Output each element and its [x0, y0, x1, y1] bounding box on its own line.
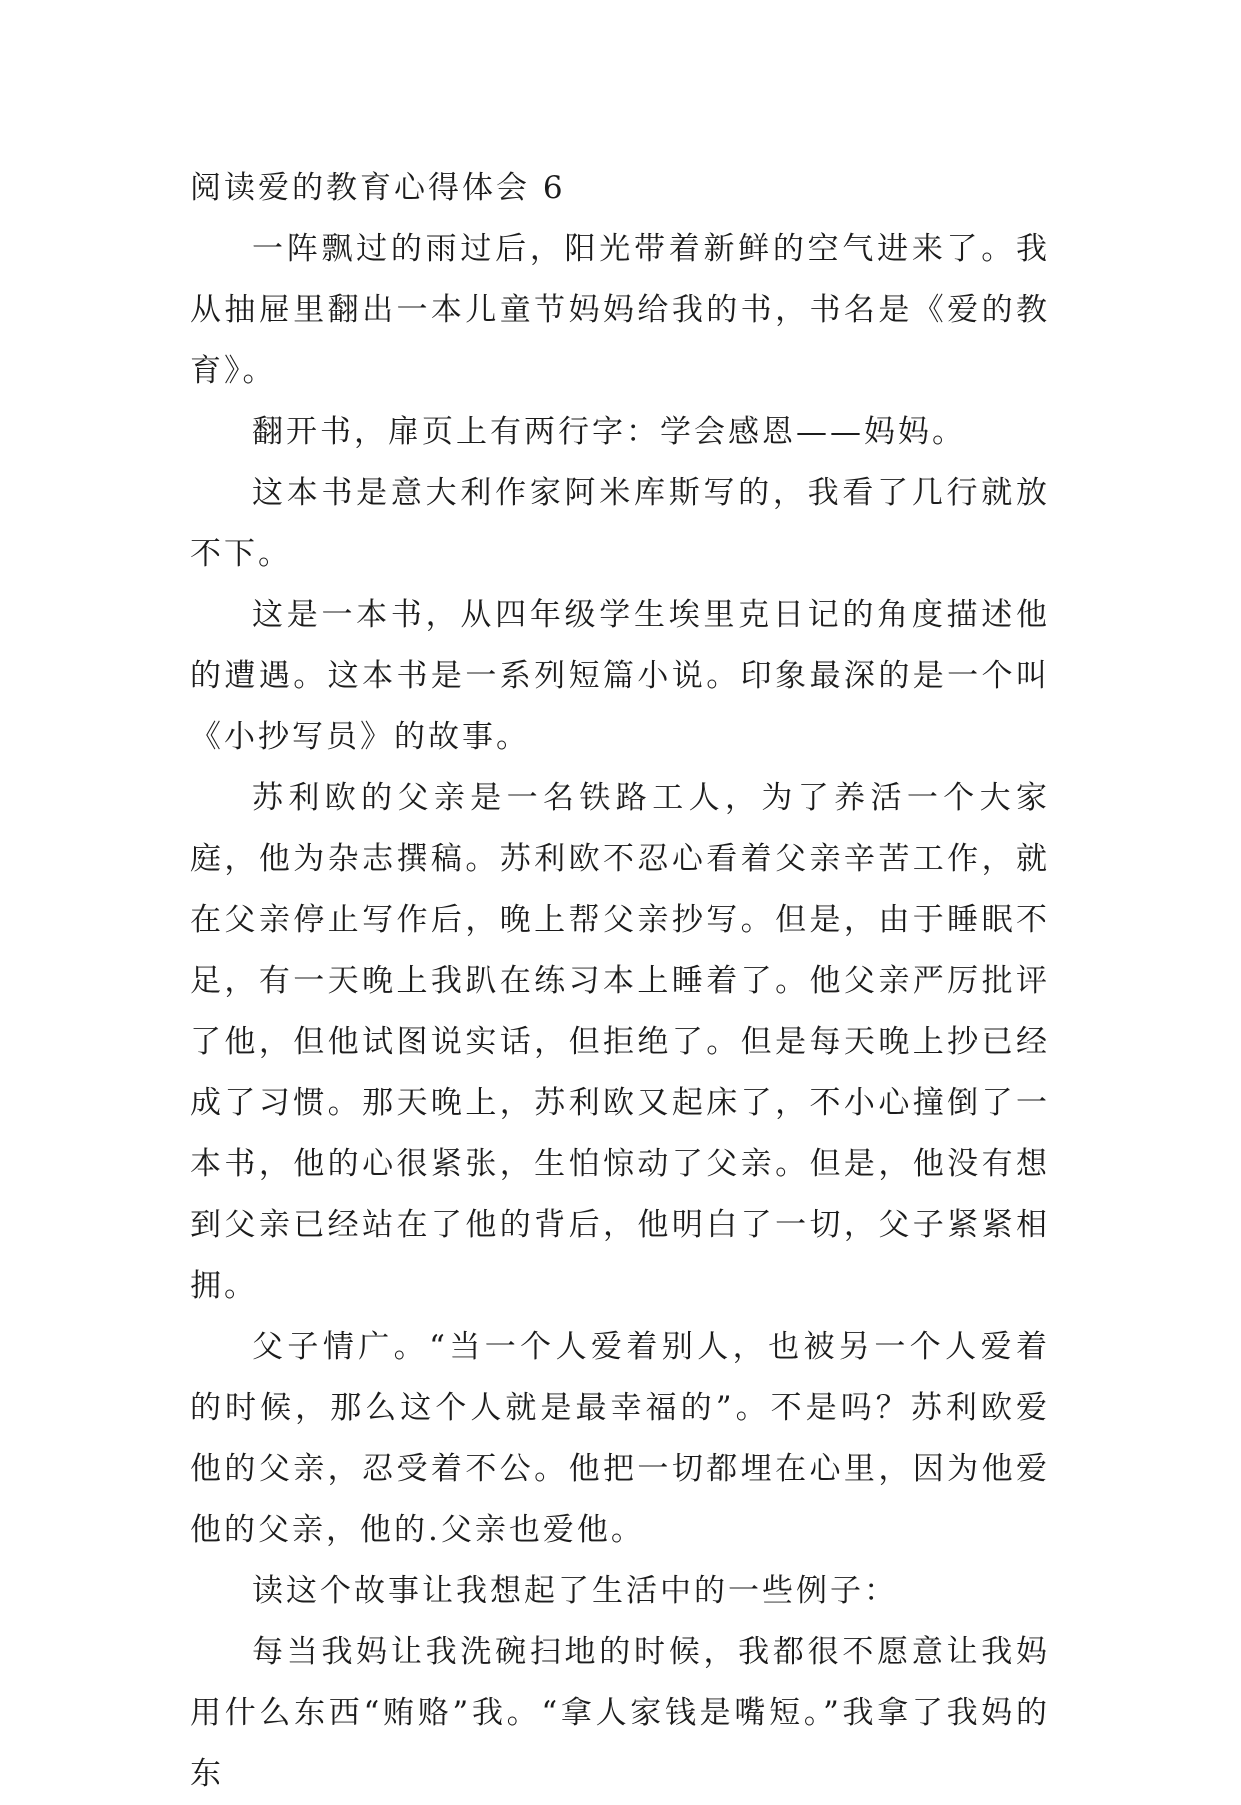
paragraph-book-intro: 这是一本书，从四年级学生埃里克日记的角度描述他的遭遇。这本书是一系列短篇小说。印象最深的是一个叫《小抄写员》的故事。 — [190, 597, 1050, 755]
paragraph-dishes: 每当我妈让我洗碗扫地的时候，我都很不愿意让我妈用什么东西“贿赂”我。“拿人家钱是嘴短。”我拿了我妈的东 — [190, 1634, 1050, 1792]
paragraph-reflection: 父子情广。“当一个人爱着别人，也被另一个人爱着的时候，那么这个人就是最幸福的”。不是吗？苏利欧爱他的父亲，忍受着不公。他把一切都埋在心里，因为他爱他的父亲，他的.父亲也爱他。 — [190, 1329, 1050, 1548]
paragraph-rain-opening: 一阵飘过的雨过后，阳光带着新鲜的空气进来了。我从抽屉里翻出一本儿童节妈妈给我的书，书名是《爱的教育》。 — [190, 231, 1050, 389]
document-title: 阅读爱的教育心得体会 6 — [190, 170, 566, 206]
paragraph-life-examples: 读这个故事让我想起了生活中的一些例子： — [252, 1573, 898, 1609]
paragraph-flyleaf: 翻开书，扉页上有两行字：学会感恩——妈妈。 — [252, 414, 966, 450]
paragraph-story-summary: 苏利欧的父亲是一名铁路工人，为了养活一个大家庭，他为杂志撰稿。苏利欧不忍心看着父亲辛苦工作，就在父亲停止写作后，晚上帮父亲抄写。但是，由于睡眠不足，有一天晚上我趴在练习本上睡着了。他父亲严厉批评了他，但他试图说实话，但拒绝了。但是每天晚上抄已经成了习惯。那天晚上，苏利欧又起床了，不小心撞倒了一本书，他的心很紧张，生怕惊动了父亲。但是，他没有想到父亲已经站在了他的背后，他明白了一切，父子紧紧相拥。 — [190, 780, 1050, 1304]
paragraph-author: 这本书是意大利作家阿米库斯写的，我看了几行就放不下。 — [190, 475, 1050, 572]
document-body — [190, 158, 1050, 1805]
